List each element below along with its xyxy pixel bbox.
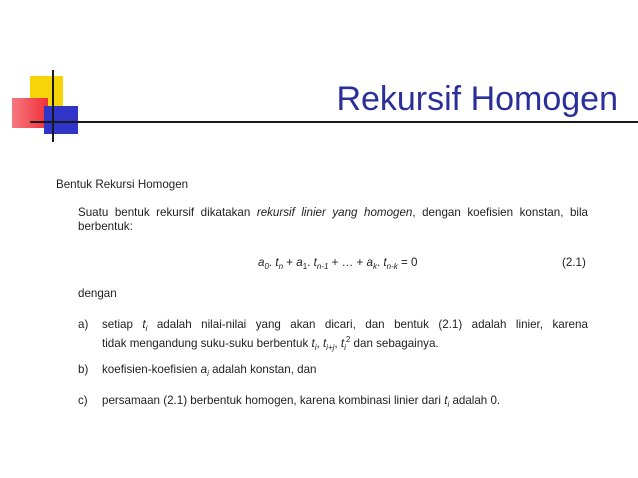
eq-ellipsis: + … +: [328, 256, 367, 269]
equation-number: (2.1): [562, 256, 586, 269]
item-a-word: dan: [365, 318, 385, 331]
eq-sub-k: k: [372, 262, 377, 271]
eq-dot: .: [376, 256, 381, 269]
item-c-text2: adalah 0.: [449, 394, 501, 407]
eq-tnk: t: [383, 256, 387, 269]
ti-symbol: t: [311, 337, 315, 350]
intro-part2: , dengan koefisien konstan, bila berbentuk:: [78, 206, 588, 233]
section-heading: Bentuk Rekursi Homogen: [56, 178, 189, 191]
ai-symbol: a: [200, 363, 208, 376]
eq-a0: a: [258, 256, 265, 269]
item-b-text1: koefisien-koefisien: [102, 363, 201, 376]
item-a-label: a): [78, 318, 89, 331]
item-a-word: (2.1): [438, 318, 463, 331]
eq-tn1: t: [313, 256, 317, 269]
item-a-word: bentuk: [394, 318, 429, 331]
eq-ak: a: [366, 256, 373, 269]
eq-sub-1: 1: [302, 262, 308, 271]
item-b-text: [102, 363, 317, 381]
item-a-word: karena: [552, 318, 588, 331]
intro-italic: rekursif linier yang homogen: [256, 206, 413, 219]
item-c-label: c): [78, 394, 88, 407]
ti-symbol: t: [142, 318, 146, 331]
ti-symbol: t: [340, 337, 345, 350]
ti-sub: i: [314, 343, 317, 352]
tij-sub: i+j: [326, 343, 335, 352]
item-c-text1: persamaan (2.1) berbentuk homogen, karena kombinasi linier dari: [102, 394, 445, 407]
item-a-line2-end: dan sebagainya.: [350, 337, 439, 350]
item-a-word: nilai-nilai: [201, 318, 247, 331]
item-a-word: adalah: [156, 318, 192, 331]
eq-a1: a: [296, 256, 303, 269]
item-a-word: adalah: [471, 318, 507, 331]
eq-sub-n-1: n-1: [316, 262, 329, 271]
item-b-text2: adalah konstan, dan: [208, 363, 317, 376]
comma: ,: [316, 337, 323, 350]
eq-sub-0: 0: [264, 262, 269, 271]
item-a-word: yang: [255, 318, 281, 331]
eq-dot: .: [268, 256, 273, 269]
item-a-line2-start: tidak mengandung suku-suku berbentuk: [102, 337, 312, 350]
ti-squared-sup: 2: [345, 335, 351, 344]
decorative-vertical-line: [52, 70, 54, 142]
item-a-word: akan: [290, 318, 316, 331]
ti-sub: i: [145, 324, 148, 333]
item-a-word: linier,: [515, 318, 543, 331]
item-a-word: setiap: [102, 318, 133, 331]
ti-sub: i: [447, 400, 450, 409]
eq-sub-n-k: n-k: [386, 262, 398, 271]
ti-symbol: t: [322, 337, 327, 350]
intro-part1: Suatu bentuk rekursif dikatakan: [78, 206, 257, 219]
item-b-label: b): [78, 363, 89, 376]
decorative-red-square: [12, 98, 48, 128]
ti-symbol: t: [444, 394, 448, 407]
decorative-horizontal-line: [30, 121, 638, 123]
eq-plus: +: [283, 256, 297, 269]
recurrence-equation: [258, 256, 417, 274]
slide-title: Rekursif Homogen: [336, 80, 618, 118]
item-a-line2: [102, 333, 439, 355]
item-c-text: [102, 394, 500, 412]
dengan-label: dengan: [78, 287, 117, 300]
item-a-word: dicari,: [324, 318, 356, 331]
eq-sub-n: n: [278, 262, 284, 271]
ti-sub: i: [344, 343, 346, 352]
eq-dot: .: [307, 256, 311, 269]
comma: ,: [334, 337, 341, 350]
ai-sub: i: [207, 369, 209, 378]
intro-paragraph: [78, 206, 588, 234]
decorative-blue-square: [44, 106, 78, 134]
eq-tn: t: [275, 256, 279, 269]
eq-equals-zero: = 0: [397, 256, 418, 269]
